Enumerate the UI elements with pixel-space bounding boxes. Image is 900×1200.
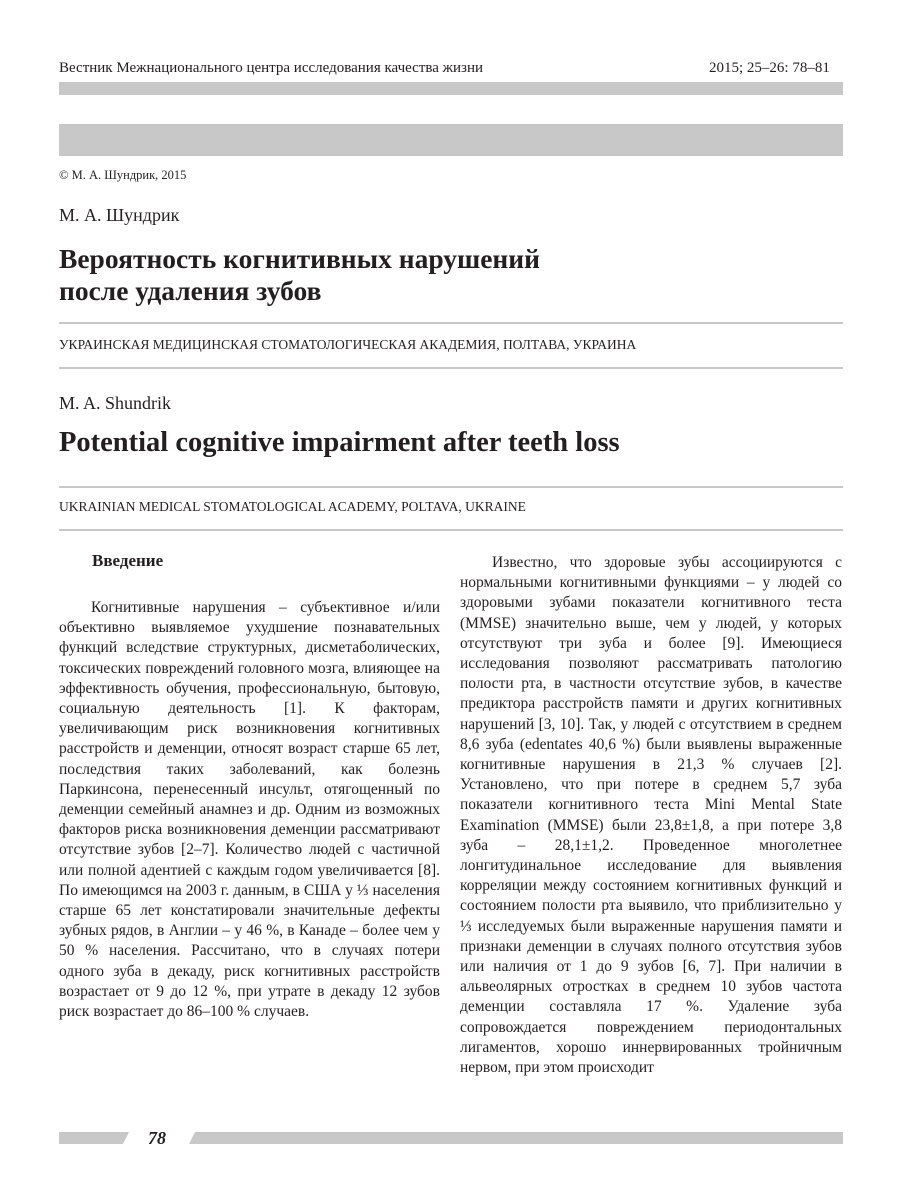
divider [59, 486, 843, 488]
title-ru-line1: Вероятность когнитивных нарушений [59, 243, 540, 274]
paragraph: Известно, что здоровые зубы ассоциируются с нормальными когнитивными функциями – у людей со здоровыми зубами показатели когнитивного теста (MMSE) значительно выше, чем у людей, у которых отсутствуют три зуба и более [9]. Имеющиеся исследования позволяют рассматривать патологию полости рта, в частности отсутствие зубов, в качестве предиктора расстройств памяти и других когнитивных нарушений [3, 10]. Так, у людей с отсутствием в среднем 8,6 зуба (edentates 40,6 %) были выявлены выраженные когнитивные нарушения в 21,3 % случаев [2]. Установлено, что при потере в среднем 5,7 зуба показатели когнитивного теста Mini Mental State Examination (MMSE) были 23,8±1,8, а при потере 3,8 зуба – 28,1±1,2. Проведенное многолетнее лонгитудинальное исследование для выявления корреляции между состоянием когнитивных функций и состоянием полости рта выявило, что приблизительно у ⅓ исследуемых были выраженные нарушения памяти и признаки деменции в случаях полного отсутствия зубов или наличия от 1 до 9 зубов [6, 7]. При наличии в альвеолярных отростках в среднем 10 зубов частота деменции составляла 17 %. Удаление зуба сопровождается повреждением периодонтальных лигаментов, хорошо иннервированных тройничным нервом, при этом происходит [460, 554, 842, 1077]
title-ru [59, 243, 759, 307]
divider [59, 529, 843, 531]
page-number: 78 [148, 1128, 166, 1148]
title-en: Potential cognitive impairment after teeth loss [59, 427, 620, 458]
issue-info: 2015; 25–26: 78–81 [709, 60, 830, 76]
copyright-notice: © М. А. Шундрик, 2015 [59, 168, 187, 182]
journal-name: Вестник Межнационального центра исследования качества жизни [59, 60, 484, 76]
section-bar [59, 124, 843, 156]
affiliation-en: UKRAINIAN MEDICAL STOMATOLOGICAL ACADEMY, POLTAVA, UKRAINE [59, 499, 526, 514]
footer-bar-left [59, 1132, 129, 1144]
header-bar [59, 82, 843, 95]
author-ru: М. А. Шундрик [59, 205, 180, 225]
divider [59, 322, 843, 324]
footer-bar [59, 1130, 843, 1146]
body-column-right [460, 553, 842, 1078]
paragraph: Когнитивные нарушения – субъективное и/или объективно выявляемое ухудшение познавательных функций вследствие структурных, дисметаболических, токсических повреждений головного мозга, влияющее на эффективность обучения, профессиональную, бытовую, социальную деятельность [1]. К факторам, увеличивающим риск возникновения когнитивных расстройств и деменции, относят возраст старше 65 лет, последствия таких заболеваний, как болезнь Паркинсона, перенесенный инсульт, отягощенный по деменции семейный анамнез и др. Одним из возможных факторов риска возникновения деменции рассматривают отсутствие зубов [2–7]. Количество людей с частичной или полной адентией с каждым годом увеличивается [8]. По имеющимся на 2003 г. данным, в США у ⅓ населения старше 65 лет констатировали значительные дефекты зубных рядов, в Англии – у 46 %, в Канаде – более чем у 50 % населения. Рассчитано, что в случаях потери одного зуба в декаду, риск когнитивных расстройств возрастает от 9 до 12 %, при утрате в декаду 12 зубов риск возрастает до 86–100 % случаев. [59, 599, 440, 1021]
section-heading: Введение [92, 551, 164, 570]
affiliation-ru: УКРАИНСКАЯ МЕДИЦИНСКАЯ СТОМАТОЛОГИЧЕСКАЯ АКАДЕМИЯ, ПОЛТАВА, УКРАИНА [59, 337, 637, 352]
footer-bar-right [189, 1132, 843, 1144]
author-en: M. A. Shundrik [59, 393, 172, 413]
divider [59, 367, 843, 369]
body-column-left [59, 598, 440, 1022]
title-ru-line2: после удаления зубов [59, 275, 322, 306]
